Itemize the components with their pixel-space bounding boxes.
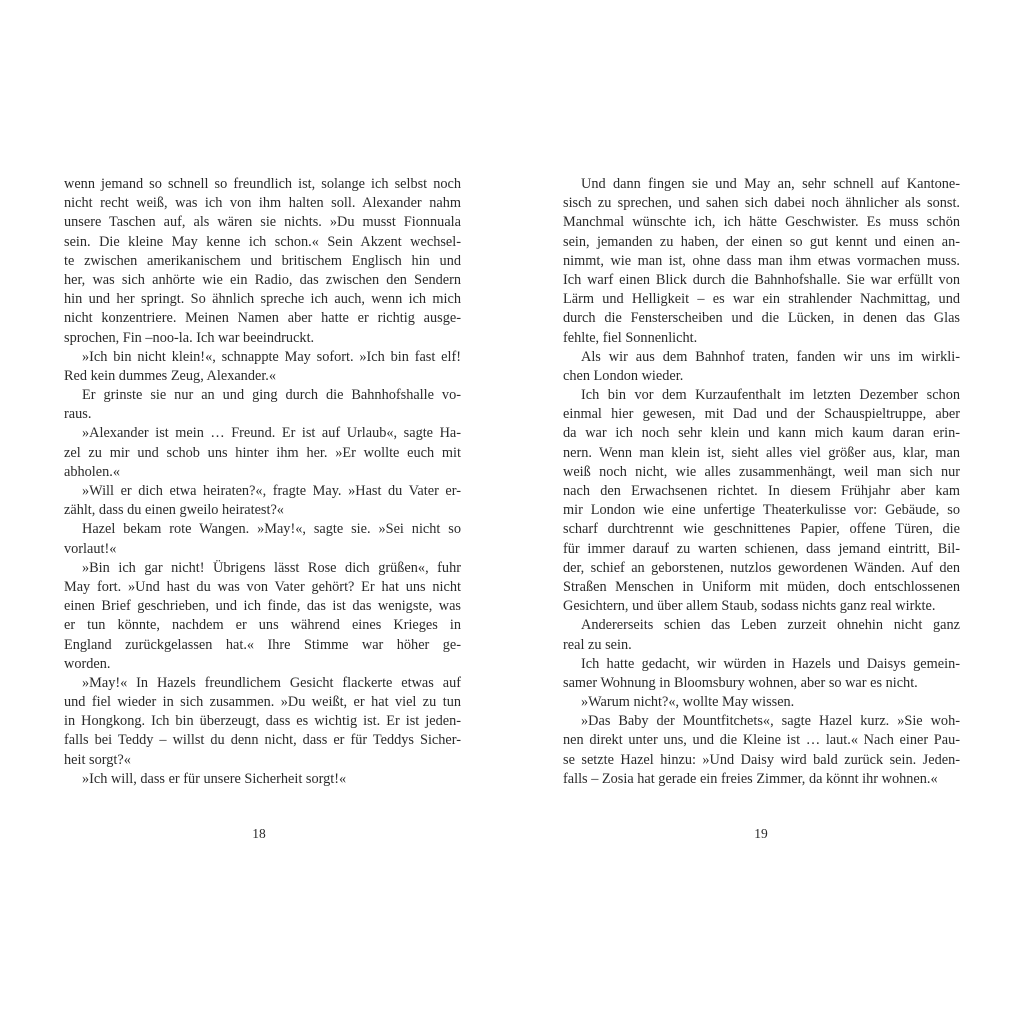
text-line: nen direkt unter uns, und die Kleine ist … laut.« Nach einer Pau- (563, 732, 960, 749)
text-line: Gesichtern, und über allem Staub, sodass nichts ganz real wirkte. (563, 598, 936, 615)
text-line: mir London wie eine unfertige Theaterkulisse vor: Gebäude, so (563, 502, 960, 519)
text-line: Ich warf einen Blick durch die Bahnhofshalle. Sie war erfüllt von (563, 271, 960, 288)
text-line: er tun könnte, nachdem er uns während eines Krieges in (64, 617, 461, 634)
text-line: »Will er dich etwa heiraten?«, fragte May. »Hast du Vater er- (82, 483, 461, 499)
text-line: falls – Zosia hat gerade ein freies Zimmer, da könnt ihr wohnen.« (563, 770, 938, 787)
text-line: »Warum nicht?«, wollte May wissen. (581, 694, 795, 711)
text-line: Straßen Menschen in Uniform mit müden, doch entschlossenen (563, 578, 960, 595)
text-line: sprochen, Fin –noo-la. Ich war beeindruckt. (64, 329, 315, 346)
text-line: wenn jemand so schnell so freundlich ist, solange ich selbst noch (64, 176, 461, 192)
text-line: abholen.« (64, 463, 120, 480)
text-line: Er grinste sie nur an und ging durch die Bahnhofshalle vo- (82, 387, 461, 404)
text-line: sein, jemanden zu haben, der einen so gut kennt und einen an- (563, 233, 960, 250)
text-line: Als wir aus dem Bahnhof traten, fanden wir uns im wirkli- (581, 348, 960, 365)
text-line: chen London wieder. (563, 367, 684, 384)
text-line: samer Wohnung in Bloomsbury wohnen, aber so war es nicht. (563, 674, 918, 691)
left-page-number: 18 (252, 826, 266, 841)
text-line: »Das Baby der Mountfitchets«, sagte Hazel kurz. »Sie woh- (581, 713, 960, 730)
text-line: Lärm und Helligkeit – es war ein strahlender Nachmittag, und (563, 291, 960, 308)
text-line: der, schief an geborstenen, nutzlos gewordenen Wänden. Auf den (563, 559, 960, 576)
text-line: Hazel bekam rote Wangen. »May!«, sagte sie. »Sei nicht so (82, 521, 461, 538)
text-line: sein. Die kleine May kenne ich schon.« Sein Akzent wechsel- (64, 233, 461, 250)
text-line: da war ich noch sehr klein und kann mich kaum daran erin- (563, 425, 960, 442)
text-line: worden. (64, 655, 111, 672)
text-line: »Ich bin nicht klein!«, schnappte May sofort. »Ich bin fast elf! (82, 348, 461, 365)
text-line: heit sorgt?« (64, 751, 131, 768)
text-line: »Ich will, dass er für unsere Sicherheit sorgt!« (82, 770, 347, 787)
text-line: »Bin ich gar nicht! Übrigens lässt Rose dich grüßen«, fuhr (82, 559, 461, 576)
text-line: in Hongkong. Ich bin überzeugt, dass es wichtig ist. Er ist jeden- (64, 713, 461, 730)
text-line: nicht konzentriere. Meinen Namen aber hatte er richtig ausge- (64, 310, 461, 327)
text-line: »May!« In Hazels freundlichem Gesicht flackerte etwas auf (82, 674, 461, 691)
text-line: Andererseits schien das Leben zurzeit ohnehin nicht ganz (581, 617, 960, 634)
text-line: Und dann fingen sie und May an, sehr schnell auf Kantone- (581, 176, 960, 192)
text-line: durch die Fensterscheiben und die Lücken, in denen das Glas (563, 310, 960, 327)
text-line: und fiel wieder in sich zusammen. »Du weißt, er hat viel zu tun (64, 694, 461, 711)
left-page-text (64, 175, 461, 789)
text-line: raus. (64, 406, 92, 423)
text-line: nach den Erwachsenen richtet. In diesem Frühjahr aber kam (563, 483, 960, 499)
text-line: May fort. »Und hast du was von Vater gehört? Er hat uns nicht (64, 578, 461, 595)
text-line: fehlte, fiel Sonnenlicht. (563, 329, 698, 346)
text-line: hin und her springt. So ähnlich spreche ich auch, wenn ich mich (64, 291, 461, 308)
text-line: vorlaut!« (64, 540, 117, 557)
text-line: England zurückgelassen hat.« Ihre Stimme war höher ge- (64, 636, 461, 653)
text-line: Manchmal wünschte ich, ich hätte Geschwister. Es muss schön (563, 214, 960, 231)
text-line: scharf durchtrennt wie geschnittenes Papier, offene Türen, die (563, 521, 960, 538)
text-line: einmal hier gewesen, mit Dad und der Schauspieltruppe, aber (563, 406, 960, 423)
text-line: zählt, dass du einen gweilo heiratest?« (64, 502, 284, 519)
text-line: Red kein dummes Zeug, Alexander.« (64, 367, 277, 384)
text-line: unsere Taschen auf, als wären sie nichts. »Du musst Fionnuala (64, 214, 461, 231)
text-line: te zwischen amerikanischem und britischem Englisch hin und (64, 252, 461, 269)
text-line: sisch zu sprechen, und sahen sich dabei noch ähnlicher als sonst. (563, 195, 960, 212)
text-line: Ich bin vor dem Kurzaufenthalt im letzten Dezember schon (581, 387, 960, 404)
text-line: se setzte Hazel hinzu: »Und Daisy wird bald zurück sein. Jeden- (563, 751, 960, 768)
text-line: einen Brief geschrieben, und ich finde, das ist das wenigste, was (64, 598, 461, 615)
text-line: zel zu mir und schob uns hinter ihm her. »Er wollte euch mit (64, 444, 461, 461)
text-line: weiß noch nicht, wie alles zusammenhängt, weil man sich nur (563, 463, 960, 480)
text-line: falls bei Teddy – willst du denn nicht, dass er für Teddys Sicher- (64, 732, 461, 749)
text-line: Ich hatte gedacht, wir würden in Hazels und Daisys gemein- (581, 655, 960, 672)
text-line: nicht recht weiß, was ich von ihm halten soll. Alexander nahm (64, 195, 461, 212)
text-line: real zu sein. (563, 636, 632, 653)
text-line: »Alexander ist mein … Freund. Er ist auf Urlaub«, sagte Ha- (82, 425, 461, 442)
text-line: für immer darauf zu warten schienen, dass jemand eintritt, Bil- (563, 540, 960, 557)
text-line: her, was sich anhörte wie ein Radio, das zwischen den Sendern (64, 271, 461, 288)
text-line: nern. Wenn man klein ist, sieht alles viel größer aus, klar, man (563, 444, 960, 461)
text-line: nimmt, wie man ist, ohne dass man ihm etwas vormachen muss. (563, 252, 960, 269)
right-page-text (563, 175, 960, 789)
right-page-number: 19 (754, 826, 768, 841)
